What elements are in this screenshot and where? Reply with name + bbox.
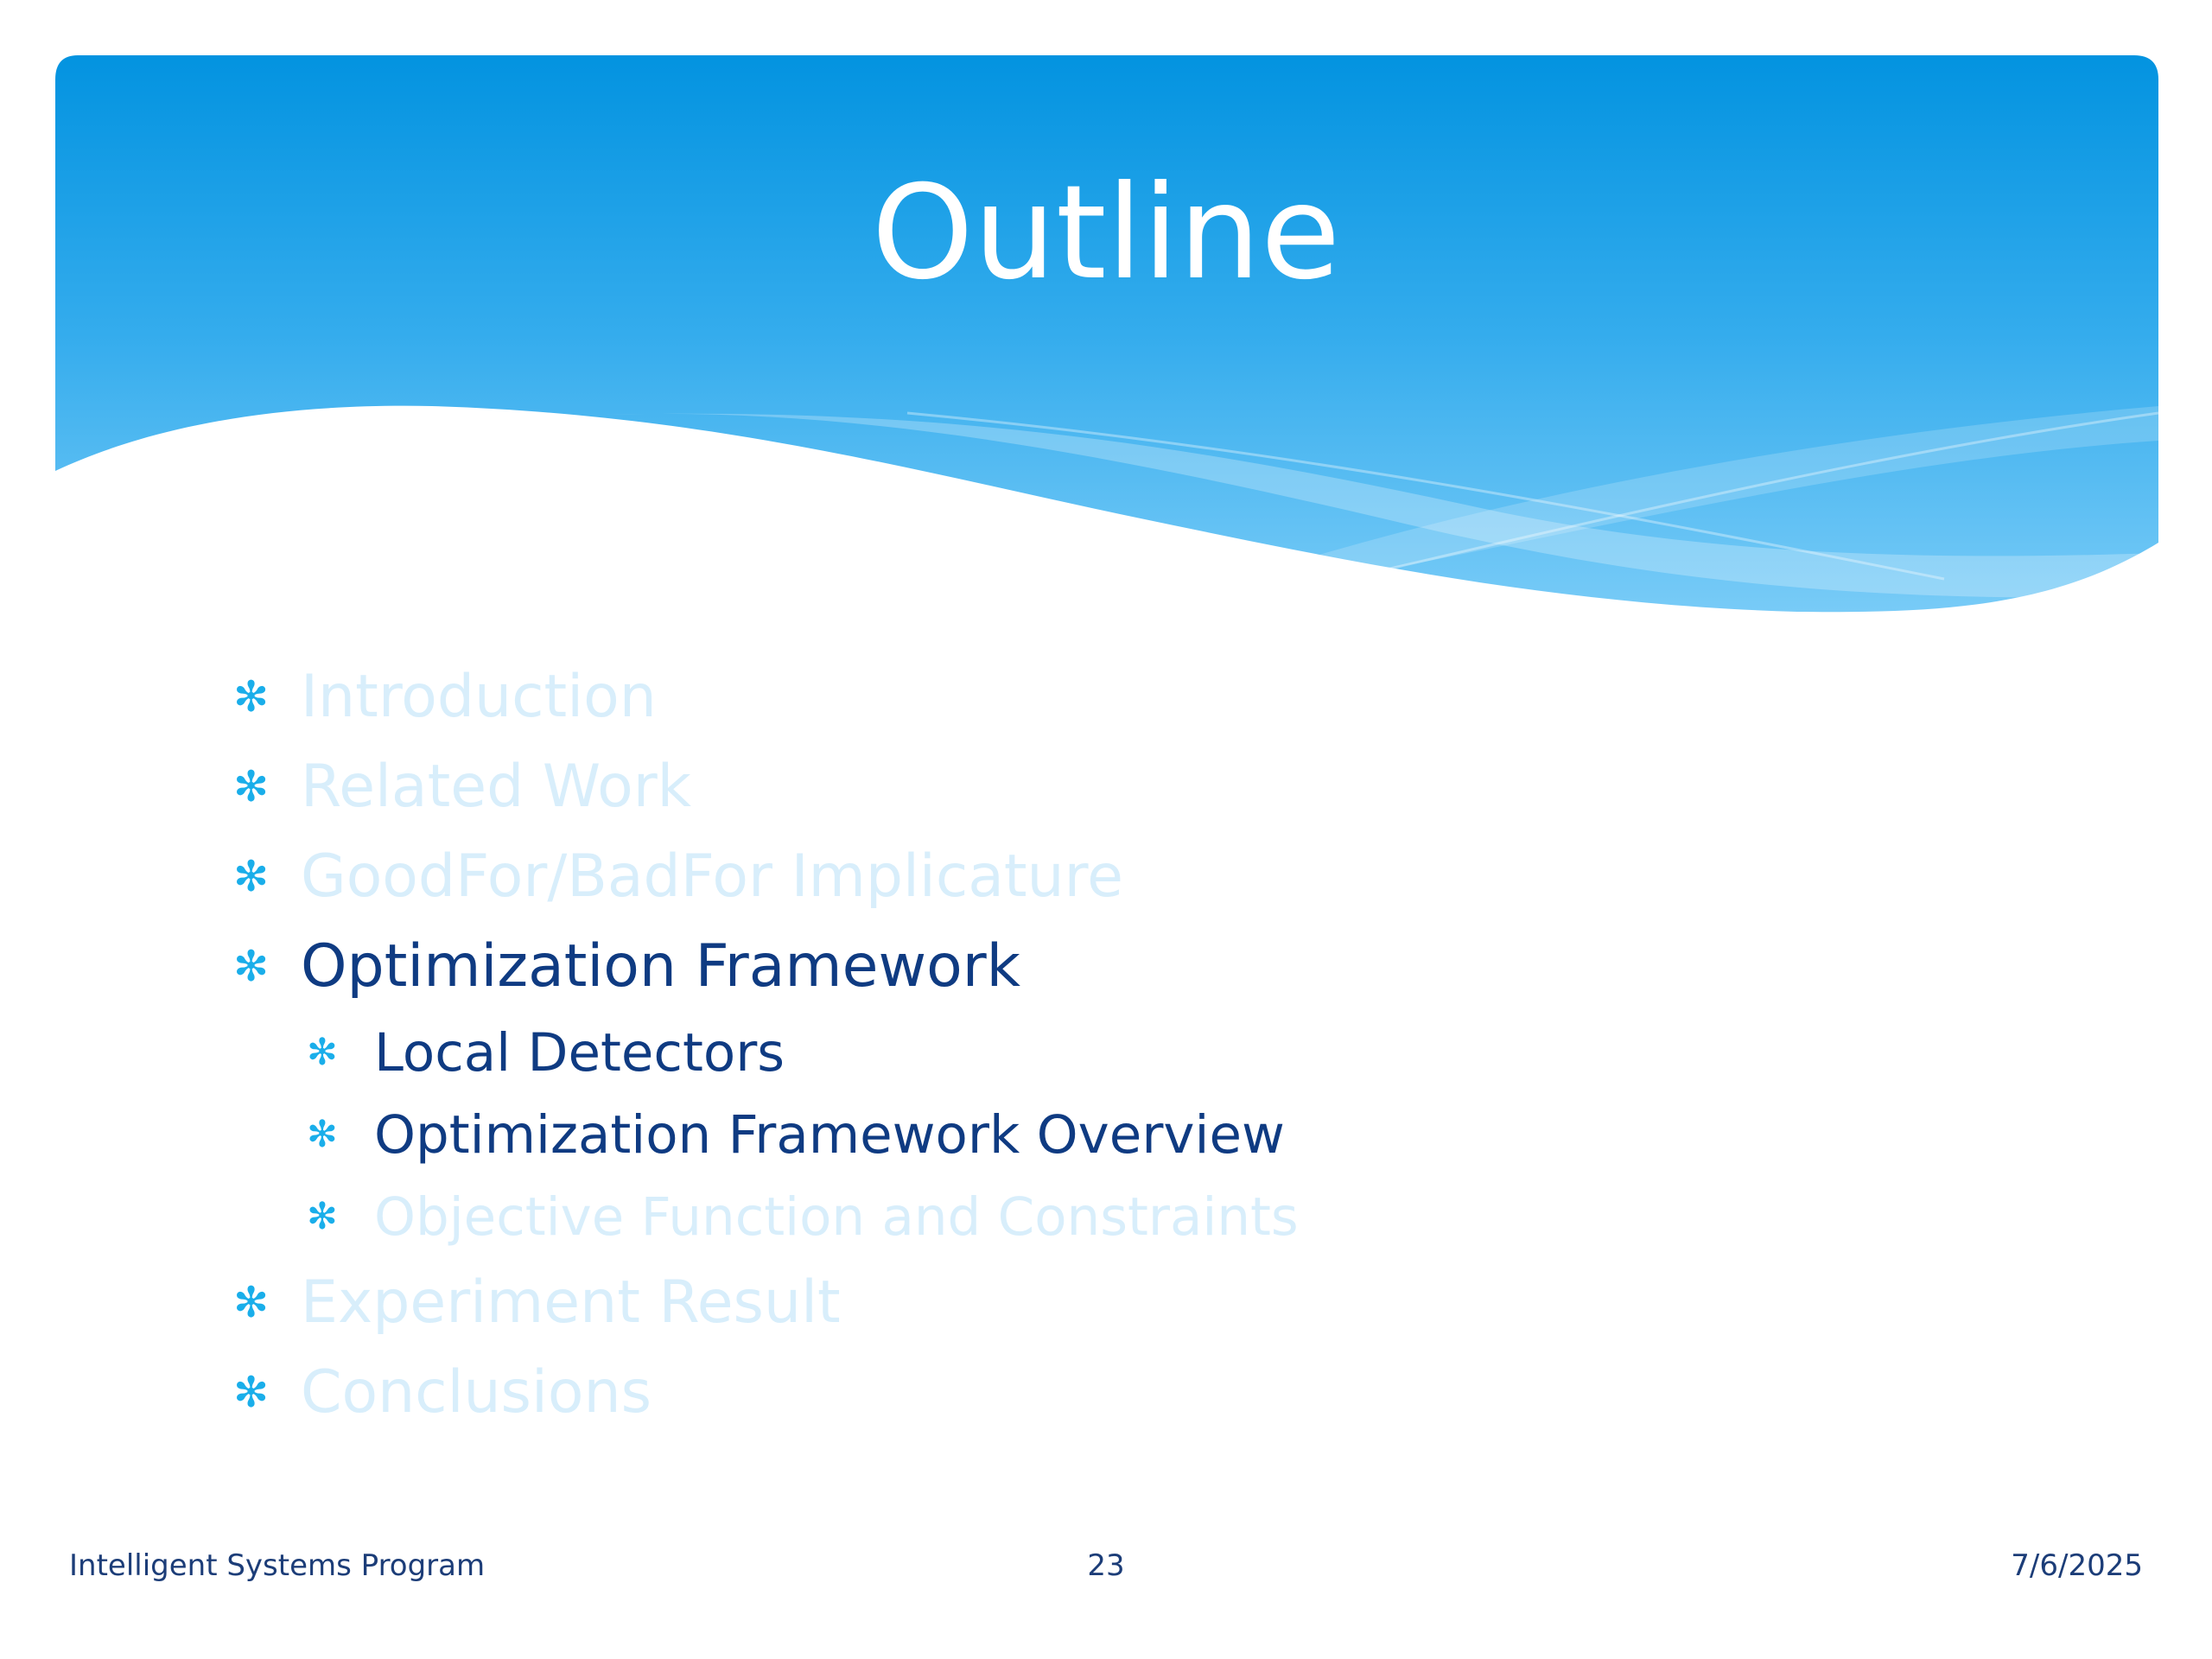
outline-item-label: Related Work [301,752,692,821]
outline-item-label: Local Detectors [374,1021,785,1084]
outline-subitem [233,1012,2048,1094]
outline-item [233,742,2048,832]
outline-subitem [233,1176,2048,1258]
outline-item [233,652,2048,742]
slide-title: Outline [871,158,1341,308]
header-background [55,55,2158,612]
outline-item [233,922,2048,1012]
asterisk-bullet-icon: ✻ [233,671,270,721]
outline-item-label: Conclusions [301,1357,652,1427]
outline-item [233,1348,2048,1438]
outline-item-label: Experiment Result [301,1268,841,1337]
outline-item-label: Optimization Framework Overview [374,1103,1285,1166]
footer-date: 7/6/2025 [2011,1548,2143,1583]
header-wave-banner [0,0,2212,657]
asterisk-bullet-icon: ✻ [307,1195,338,1239]
asterisk-bullet-icon: ✻ [307,1031,338,1075]
footer-program-name: Intelligent Systems Program [69,1548,486,1583]
outline-item [233,832,2048,922]
asterisk-bullet-icon: ✻ [233,851,270,901]
outline-list [233,652,2048,1438]
footer-page-number: 23 [1087,1548,1125,1583]
asterisk-bullet-icon: ✻ [307,1113,338,1157]
outline-item-label: Optimization Framework [301,931,1021,1001]
outline-item-label: GoodFor/BadFor Implicature [301,842,1123,911]
outline-item-label: Introduction [301,662,657,731]
outline-item-label: Objective Function and Constraints [374,1185,1299,1248]
asterisk-bullet-icon: ✻ [233,761,270,811]
outline-subitem [233,1094,2048,1176]
asterisk-bullet-icon: ✻ [233,1277,270,1327]
asterisk-bullet-icon: ✻ [233,941,270,991]
slide-footer [0,1538,2212,1590]
asterisk-bullet-icon: ✻ [233,1367,270,1417]
outline-item [233,1258,2048,1348]
